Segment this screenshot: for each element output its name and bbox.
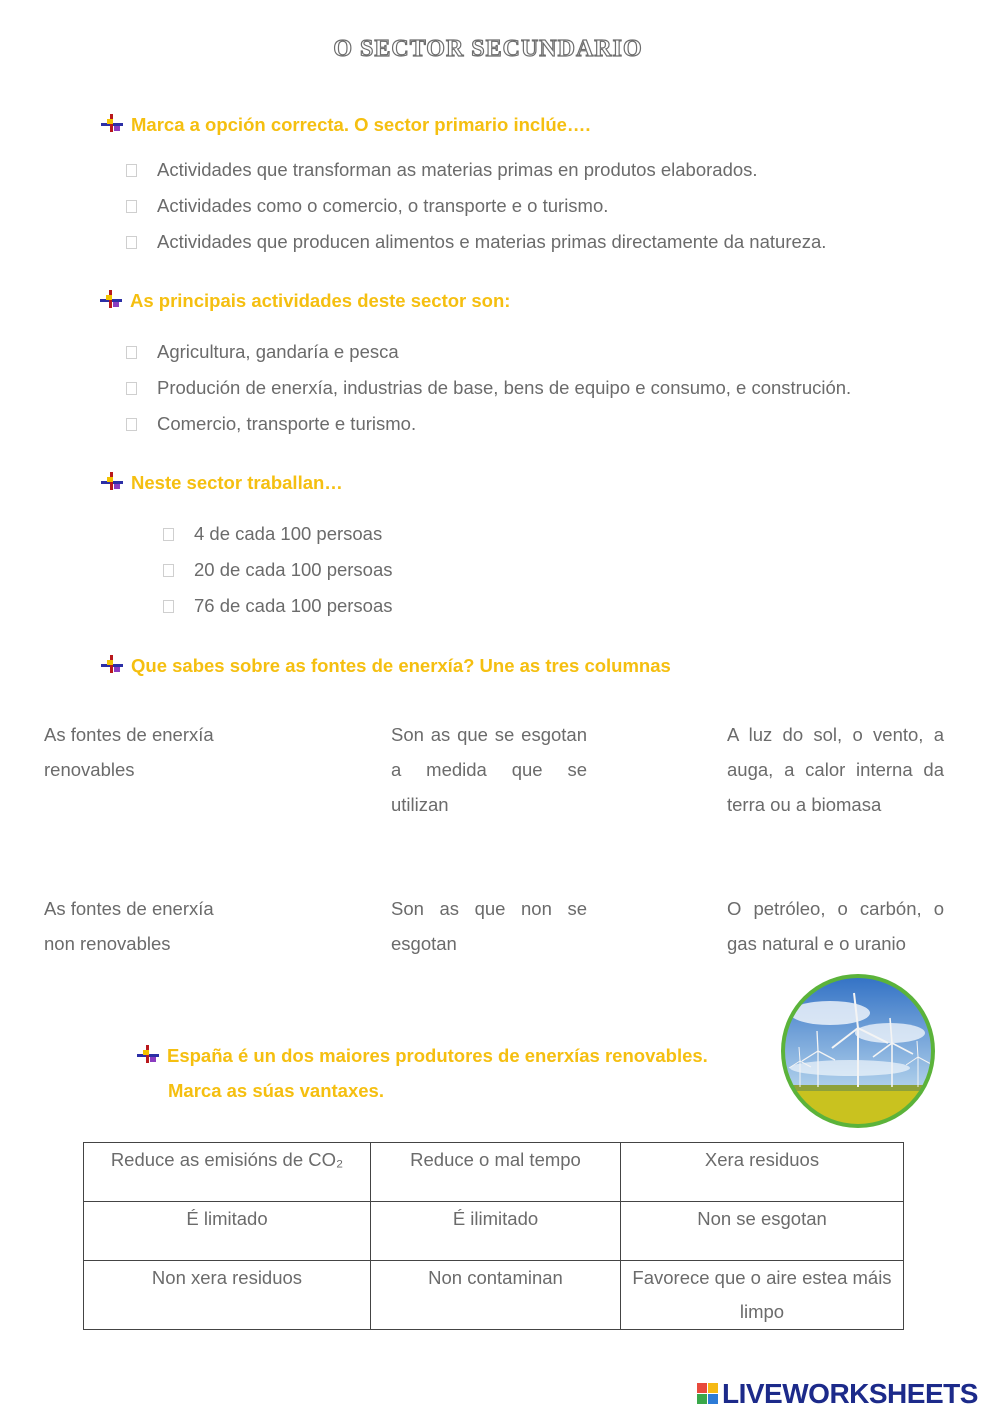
q3-option[interactable]: [163, 523, 382, 545]
q1-option[interactable]: [126, 159, 758, 181]
q2-option[interactable]: [126, 377, 851, 399]
option-label: Produción de enerxía, industrias de base, bens de equipo e consumo, e construción.: [157, 377, 852, 398]
advantages-table: [83, 1142, 904, 1330]
option-label: Comercio, transporte e turismo.: [157, 413, 417, 434]
question-4-text: Que sabes sobre as fontes de enerxía? Une as tres columnas: [131, 655, 671, 676]
checkbox[interactable]: [126, 236, 137, 249]
question-2-text: As principais actividades deste sector son:: [130, 290, 511, 311]
table-row: [84, 1261, 904, 1330]
q1-option[interactable]: [126, 195, 608, 217]
match-right-2[interactable]: O petróleo, o carbón, o gas natural e o uranio: [727, 898, 944, 954]
wind-turbines-image: [780, 973, 936, 1129]
logo-text: LIVEWORKSHEETS: [722, 1378, 978, 1409]
option-label: 20 de cada 100 persoas: [194, 559, 393, 580]
option-label: Actividades que transforman as materias primas en produtos elaborados.: [157, 159, 758, 180]
table-cell[interactable]: Favorece que o aire estea máis limpo: [621, 1261, 904, 1330]
option-label: 4 de cada 100 persoas: [194, 523, 383, 544]
table-row: [84, 1143, 904, 1202]
liveworksheets-logo-icon: [697, 1383, 719, 1405]
checkbox[interactable]: [163, 564, 174, 577]
question-2-heading: [100, 290, 510, 312]
table-cell[interactable]: Non xera residuos: [84, 1261, 371, 1330]
checkbox[interactable]: [126, 200, 137, 213]
option-label: 76 de cada 100 persoas: [194, 595, 393, 616]
question-4-heading: [101, 655, 671, 677]
checkbox[interactable]: [126, 418, 137, 431]
bullet-cross-icon: [100, 290, 122, 310]
page-title: O SECTOR SECUNDARIO: [333, 36, 643, 62]
bullet-cross-icon: [101, 655, 123, 675]
table-cell[interactable]: Reduce o mal tempo: [371, 1143, 621, 1202]
table-cell[interactable]: Non contaminan: [371, 1261, 621, 1330]
question-1-text: Marca a opción correcta. O sector primario inclúe….: [131, 114, 591, 135]
q2-option[interactable]: [126, 413, 416, 435]
match-middle-1[interactable]: Son as que se esgotan a medida que se utilizan: [391, 724, 587, 815]
match-right-1[interactable]: A luz do sol, o vento, a auga, a calor interna da terra ou a biomasa: [727, 724, 944, 815]
liveworksheets-logo: [697, 1378, 978, 1408]
question-3-text: Neste sector traballan…: [131, 472, 343, 493]
match-middle-2[interactable]: Son as que non se esgotan: [391, 898, 587, 954]
table-cell[interactable]: É ilimitado: [371, 1202, 621, 1261]
question-1-heading: [101, 114, 591, 136]
bullet-cross-icon: [101, 472, 123, 492]
question-5-heading: [137, 1038, 708, 1108]
table-row: [84, 1202, 904, 1261]
q2-option[interactable]: [126, 341, 399, 363]
option-label: Agricultura, gandaría e pesca: [157, 341, 399, 362]
checkbox[interactable]: [163, 600, 174, 613]
table-cell[interactable]: Xera residuos: [621, 1143, 904, 1202]
table-cell[interactable]: Non se esgotan: [621, 1202, 904, 1261]
question-5-line-1: España é un dos maiores produtores de enerxías renovables.: [167, 1045, 708, 1066]
option-label: Actividades que producen alimentos e materias primas directamente da natureza.: [157, 231, 827, 252]
checkbox[interactable]: [126, 164, 137, 177]
checkbox[interactable]: [126, 382, 137, 395]
option-label: Actividades como o comercio, o transporte e o turismo.: [157, 195, 609, 216]
q1-option[interactable]: [126, 231, 826, 253]
match-left-1[interactable]: As fontes de enerxía renovables: [44, 724, 214, 780]
q3-option[interactable]: [163, 595, 393, 617]
bullet-cross-icon: [137, 1045, 159, 1065]
match-left-2[interactable]: As fontes de enerxía non renovables: [44, 898, 214, 954]
checkbox[interactable]: [163, 528, 174, 541]
q3-option[interactable]: [163, 559, 393, 581]
bullet-cross-icon: [101, 114, 123, 134]
checkbox[interactable]: [126, 346, 137, 359]
question-5-line-2: Marca as súas vantaxes.: [168, 1080, 384, 1101]
table-cell[interactable]: Reduce as emisións de CO₂: [84, 1143, 371, 1202]
question-3-heading: [101, 472, 343, 494]
table-cell[interactable]: É limitado: [84, 1202, 371, 1261]
